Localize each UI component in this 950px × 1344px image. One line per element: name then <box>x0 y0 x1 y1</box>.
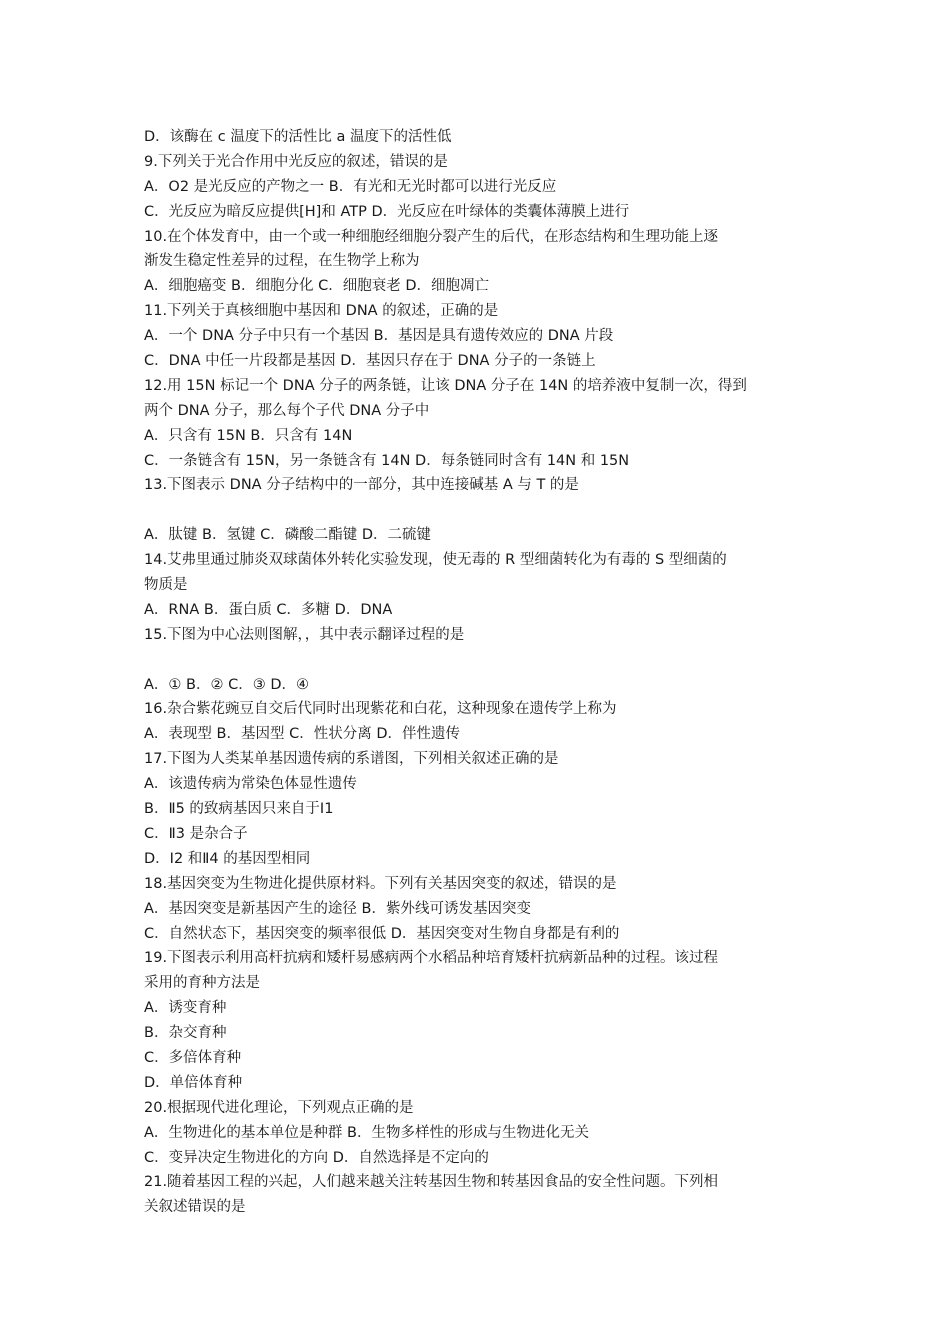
question-stem: 19.下图表示利用高杆抗病和矮杆易感病两个水稻品种培育矮杆抗病新品种的过程。该过程 <box>144 950 719 967</box>
question-stem: 17.下图为人类某单基因遗传病的系谱图，下列相关叙述正确的是 <box>144 751 559 768</box>
answer-option: A．该遗传病为常染色体显性遗传 <box>144 776 357 793</box>
answer-options: A．O2 是光反应的产物之一 B．有光和无光时都可以进行光反应 <box>144 178 557 195</box>
question-stem: 18.基因突变为生物进化提供原材料。下列有关基因突变的叙述，错误的是 <box>144 875 617 892</box>
question-stem-cont: 渐发生稳定性差异的过程，在生物学上称为 <box>144 253 420 270</box>
answer-option: D．Ⅰ2 和Ⅱ4 的基因型相同 <box>144 850 311 867</box>
figure-placeholder <box>144 648 812 673</box>
question-stem: 9.下列关于光合作用中光反应的叙述，错误的是 <box>144 153 448 170</box>
question-text-body <box>144 125 812 1220</box>
question-stem: 14.艾弗里通过肺炎双球菌体外转化实验发现，使无毒的 R 型细菌转化为有毒的 S 型细菌的 <box>144 552 727 569</box>
question-stem: 11.下列关于真核细胞中基因和 DNA 的叙述，正确的是 <box>144 303 499 320</box>
question-stem-cont: 物质是 <box>144 577 188 594</box>
question-stem: 13.下图表示 DNA 分子结构中的一部分，其中连接碱基 A 与 T 的是 <box>144 477 579 494</box>
question-stem: 20.根据现代进化理论，下列观点正确的是 <box>144 1099 414 1116</box>
answer-option: B．Ⅱ5 的致病基因只来自于Ⅰ1 <box>144 801 334 818</box>
answer-options: A．基因突变是新基因产生的途径 B．紫外线可诱发基因突变 <box>144 900 531 917</box>
question-stem: 15.下图为中心法则图解，，其中表示翻译过程的是 <box>144 626 465 643</box>
question-stem: 21.随着基因工程的兴起，人们越来越关注转基因生物和转基因食品的安全性问题。下列相 <box>144 1174 719 1191</box>
answer-options: A．细胞癌变 B．细胞分化 C．细胞衰老 D．细胞凋亡 <box>144 278 489 295</box>
figure-placeholder <box>144 498 812 523</box>
question-stem-cont: 关叙述错误的是 <box>144 1199 246 1216</box>
text-line: D．该酶在 c 温度下的活性比 a 温度下的活性低 <box>144 129 452 145</box>
answer-options: C．变异决定生物进化的方向 D．自然选择是不定向的 <box>144 1149 489 1166</box>
answer-options: A．表现型 B．基因型 C．性状分离 D．伴性遗传 <box>144 726 460 743</box>
answer-option: D．单倍体育种 <box>144 1074 243 1091</box>
question-stem-cont: 采用的育种方法是 <box>144 975 260 992</box>
answer-options: C．一条链含有 15N，另一条链含有 14N D．每条链同时含有 14N 和 15N <box>144 452 630 469</box>
answer-options: A．只含有 15N B．只含有 14N <box>144 427 353 444</box>
answer-option: B．杂交育种 <box>144 1025 227 1042</box>
question-stem: 10.在个体发育中，由一个或一种细胞经细胞分裂产生的后代，在形态结构和生理功能上逐 <box>144 228 719 245</box>
answer-options: C．DNA 中任一片段都是基因 D．基因只存在于 DNA 分子的一条链上 <box>144 353 596 370</box>
answer-option: C．Ⅱ3 是杂合子 <box>144 825 248 842</box>
answer-options: A．一个 DNA 分子中只有一个基因 B．基因是具有遗传效应的 DNA 片段 <box>144 328 614 345</box>
answer-options: A．RNA B．蛋白质 C．多糖 D．DNA <box>144 601 393 618</box>
answer-options: A．① B．② C．③ D．④ <box>144 676 309 693</box>
answer-options: A．肽键 B．氢键 C．磷酸二酯键 D．二硫键 <box>144 527 431 544</box>
answer-options: A．生物进化的基本单位是种群 B．生物多样性的形成与生物进化无关 <box>144 1124 589 1141</box>
question-stem-cont: 两个 DNA 分子，那么每个子代 DNA 分子中 <box>144 402 430 419</box>
answer-options: C．光反应为暗反应提供[H]和 ATP D．光反应在叶绿体的类囊体薄膜上进行 <box>144 203 630 220</box>
question-stem: 16.杂合紫花豌豆自交后代同时出现紫花和白花，这种现象在遗传学上称为 <box>144 701 617 718</box>
question-stem: 12.用 15N 标记一个 DNA 分子的两条链，让该 DNA 分子在 14N 的培养液中复制一次，得到 <box>144 377 747 394</box>
answer-options: C．自然状态下，基因突变的频率很低 D．基因突变对生物自身都是有利的 <box>144 925 620 942</box>
answer-option: C．多倍体育种 <box>144 1049 242 1066</box>
answer-option: A．诱变育种 <box>144 1000 227 1017</box>
